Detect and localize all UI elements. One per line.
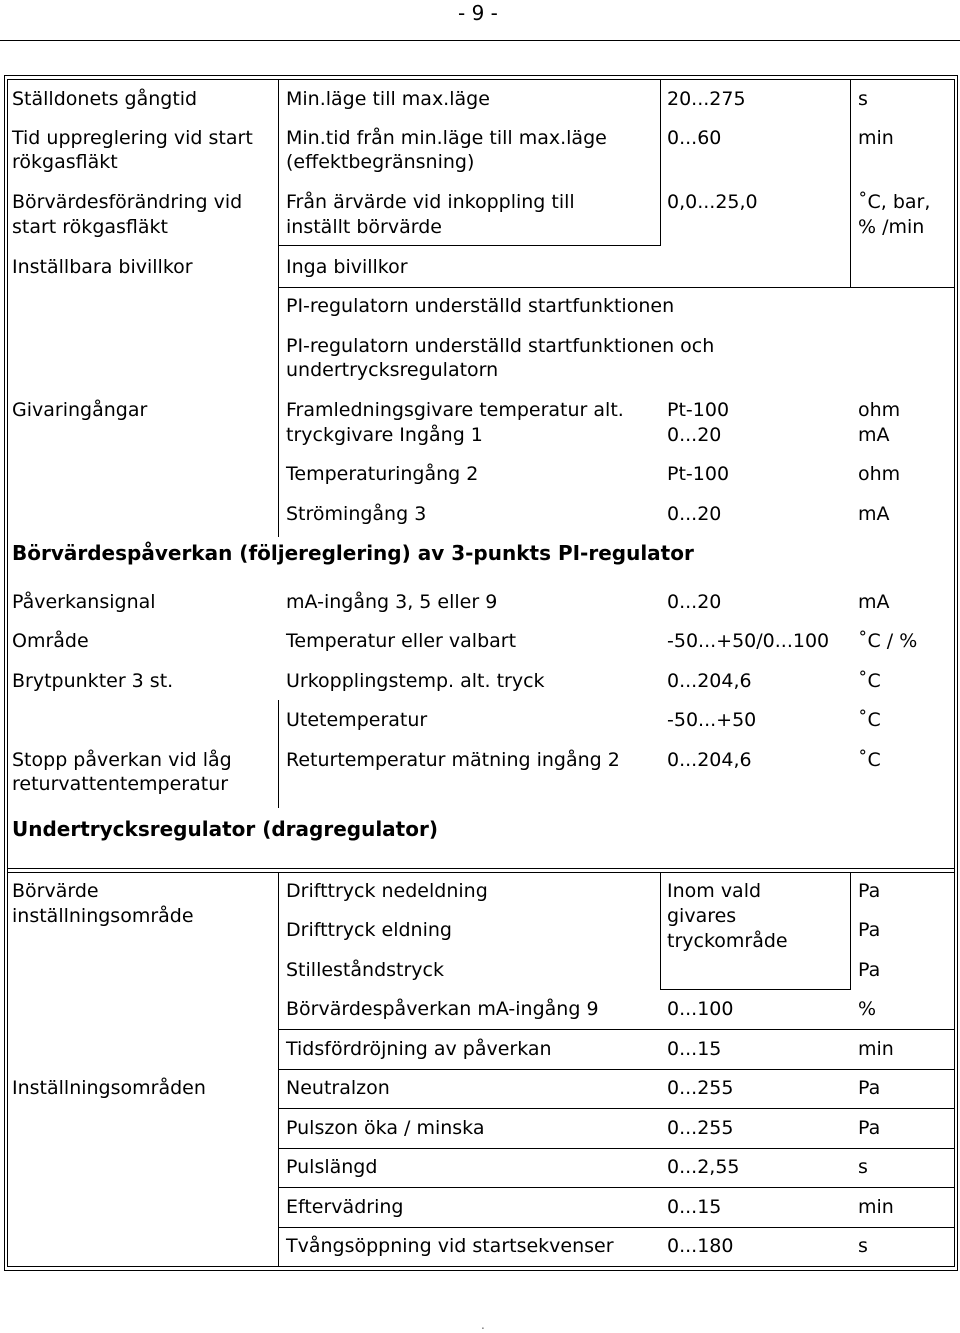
range-note: Inom vald [667,880,762,902]
row-desc: Min.tid från min.läge till max.läge [286,127,607,149]
row-desc: Stilleståndstryck [286,959,444,981]
row-unit: ˚C / % [858,630,918,652]
row-desc: Utetemperatur [286,709,428,731]
row-range: 0...2,55 [667,1156,740,1178]
row-range: 0...20 [667,424,722,446]
row-label: Inställningsområden [12,1077,206,1099]
row-unit: s [858,88,868,110]
row-unit: mA [858,424,890,446]
row-range: 0...204,6 [667,749,752,771]
row-desc: tryckgivare Ingång 1 [286,424,483,446]
frame-bottom-inner [7,1266,955,1267]
row-unit: ˚C [858,749,881,771]
divider-vertical [278,700,279,808]
row-range: 0...255 [667,1077,734,1099]
footer-mark: . [481,1318,485,1332]
divider-vertical [850,79,851,287]
row-unit: Pa [858,919,881,941]
row-desc: Returtemperatur mätning ingång 2 [286,749,620,771]
frame-top-inner [7,79,955,80]
row-unit: ˚C [858,709,881,731]
row-desc: Strömingång 3 [286,503,427,525]
row-unit: % /min [858,216,925,238]
row-range: 0...15 [667,1038,722,1060]
row-desc: Neutralzon [286,1077,390,1099]
divider-horizontal [278,287,955,288]
row-range: 0...60 [667,127,722,149]
row-desc: Min.läge till max.läge [286,88,490,110]
row-desc: undertrycksregulatorn [286,359,499,381]
row-label: Brytpunkter 3 st. [12,670,174,692]
divider-horizontal [660,989,851,990]
row-range: 0...20 [667,591,722,613]
row-desc: Tidsfördröjning av påverkan [286,1038,552,1060]
row-label: start rökgasfläkt [12,216,168,238]
divider-vertical [660,79,661,245]
row-unit: % [858,998,877,1020]
page-number: - 9 - [458,1,498,25]
row-range: Pt-100 [667,399,730,421]
range-note: givares [667,905,737,927]
divider-horizontal [278,1029,955,1030]
row-range: 0...204,6 [667,670,752,692]
divider-vertical [850,872,851,990]
row-desc: (effektbegränsning) [286,151,475,173]
row-unit: min [858,1038,894,1060]
row-unit: Pa [858,959,881,981]
row-label: Tid uppreglering vid start [12,127,253,149]
divider-horizontal [278,1227,955,1228]
row-range: 0...15 [667,1196,722,1218]
row-desc: Urkopplingstemp. alt. tryck [286,670,545,692]
row-desc: Framledningsgivare temperatur alt. [286,399,624,421]
section-heading: Börvärdespåverkan (följereglering) av 3-punkts PI-regulator [12,541,694,565]
row-desc: Inga bivillkor [286,256,408,278]
row-unit: ˚C [858,670,881,692]
divider-horizontal [278,245,661,246]
row-label: Börvärde [12,880,99,902]
divider-vertical [660,872,661,990]
divider-horizontal [7,872,955,873]
frame-right-outer [957,75,958,1271]
row-label: rökgasfläkt [12,151,118,173]
row-unit: min [858,1196,894,1218]
row-desc: Börvärdespåverkan mA-ingång 9 [286,998,599,1020]
row-range: -50...+50 [667,709,757,731]
row-desc: PI-regulatorn underställd startfunktionen och [286,335,715,357]
row-desc: Från ärvärde vid inkoppling till [286,191,575,213]
row-range: -50...+50/0...100 [667,630,830,652]
row-desc: Temperatur eller valbart [286,630,517,652]
frame-bottom-outer [4,1270,958,1271]
divider-vertical [278,79,279,537]
range-note: tryckområde [667,930,788,952]
row-unit: Pa [858,880,881,902]
row-unit: min [858,127,894,149]
row-label: Påverkansignal [12,591,156,613]
row-unit: Pa [858,1077,881,1099]
row-unit: s [858,1156,868,1178]
row-unit: ˚C, bar, [858,191,931,213]
row-desc: Pulszon öka / minska [286,1117,485,1139]
row-unit: s [858,1235,868,1257]
row-unit: ohm [858,399,901,421]
header-rule [0,40,960,41]
row-desc: Drifttryck nedeldning [286,880,488,902]
row-range: Pt-100 [667,463,730,485]
row-label: inställningsområde [12,905,194,927]
row-label: Börvärdesförändring vid [12,191,243,213]
frame-left-inner [7,79,8,1267]
row-range: 0...255 [667,1117,734,1139]
row-label: Stopp påverkan vid låg [12,749,232,771]
row-desc: inställt börvärde [286,216,442,238]
divider-horizontal [278,1148,955,1149]
row-label: Ställdonets gångtid [12,88,198,110]
row-range: 0...180 [667,1235,734,1257]
divider-horizontal [278,1069,955,1070]
frame-top-outer [4,75,958,76]
divider-horizontal [7,868,955,869]
row-range: 0...100 [667,998,734,1020]
row-desc: mA-ingång 3, 5 eller 9 [286,591,498,613]
divider-horizontal [278,1187,955,1188]
section-heading: Undertrycksregulator (dragregulator) [12,817,438,841]
row-label: Område [12,630,89,652]
row-desc: Temperaturingång 2 [286,463,479,485]
row-label: returvattentemperatur [12,773,229,795]
row-unit: Pa [858,1117,881,1139]
row-desc: Eftervädring [286,1196,404,1218]
row-range: 20...275 [667,88,746,110]
frame-left-outer [4,75,5,1271]
frame-right-inner [954,79,955,1267]
row-label: Givaringångar [12,399,148,421]
row-range: 0...20 [667,503,722,525]
row-range: 0,0...25,0 [667,191,758,213]
row-desc: PI-regulatorn underställd startfunktionen [286,295,675,317]
row-unit: mA [858,503,890,525]
row-label: Inställbara bivillkor [12,256,193,278]
row-unit: ohm [858,463,901,485]
row-desc: Drifttryck eldning [286,919,452,941]
row-desc: Pulslängd [286,1156,378,1178]
row-desc: Tvångsöppning vid startsekvenser [286,1235,614,1257]
divider-horizontal [278,1108,955,1109]
row-unit: mA [858,591,890,613]
